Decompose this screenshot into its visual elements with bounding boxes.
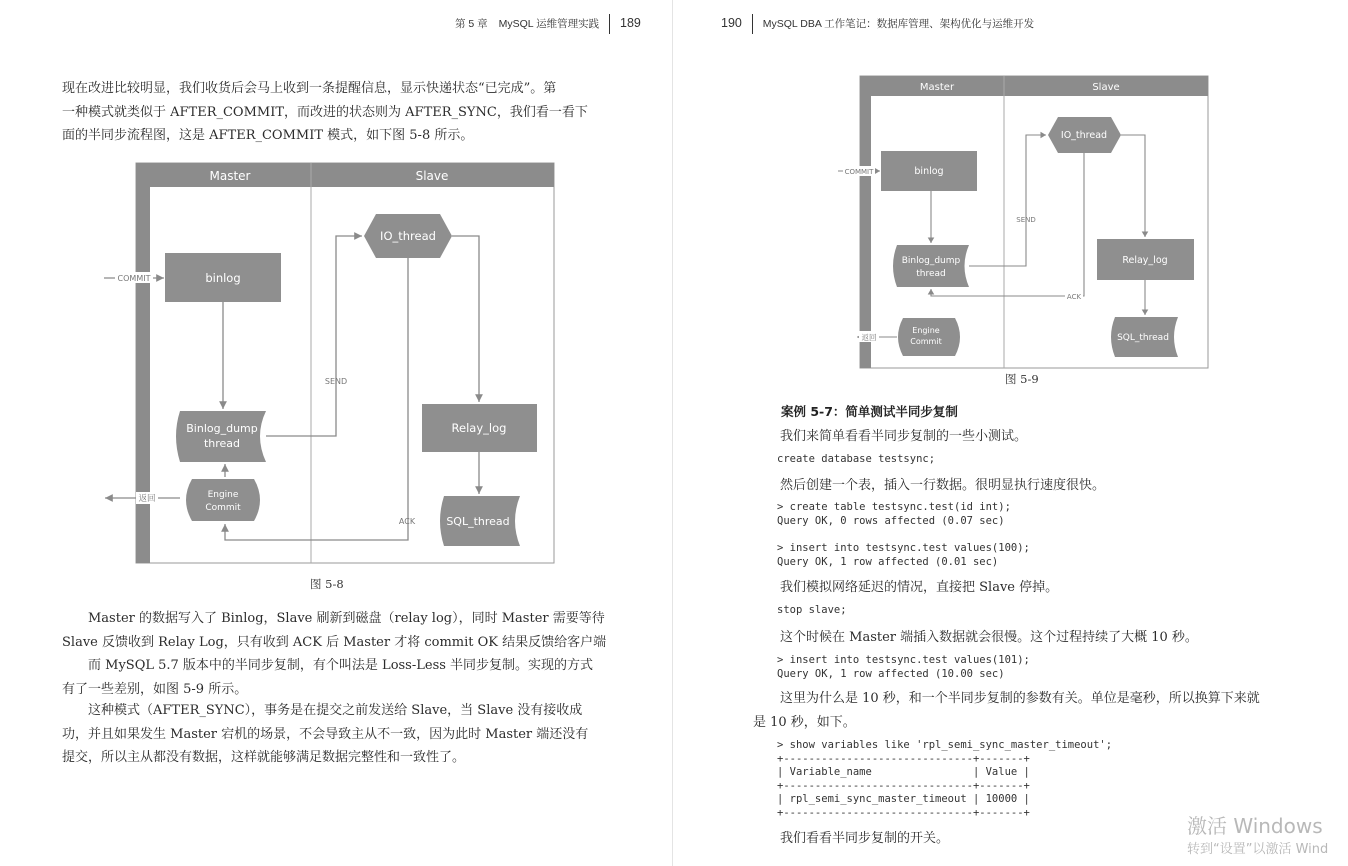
relay-log-label: Relay_log [1122,255,1168,266]
text-line: 这种模式（AFTER_SYNC），事务是在提交之前发送给 Slave，当 Slave 没有接收成 [88,703,583,718]
relay-log-label: Relay_log [451,421,507,435]
header-band [136,163,554,187]
activation-watermark-title: 激活 Windows [1187,814,1323,838]
left-page-header [455,14,641,34]
activation-watermark-subtitle: 转到“设置”以激活 Wind [1187,842,1329,857]
text-line: 这个时候在 Master 端插入数据就会很慢。这个过程持续了大概 10 秒。 [780,630,1198,645]
ack-label: ACK [1066,293,1082,301]
text-line: 面的半同步流程图，这是 AFTER_COMMIT 模式，如下图 5-8 所示。 [62,128,474,143]
binlog-dump-label-1: Binlog_dump [186,422,258,435]
text-line: 一种模式就类似于 AFTER_COMMIT，而改进的状态则为 AFTER_SYNC，我们看一看下 [62,104,588,120]
master-lane-label: Master [209,169,251,183]
header-divider [609,14,610,34]
text-line: 这里为什么是 10 秒，和一个半同步复制的参数有关。单位是毫秒，所以换算下来就 [780,691,1260,706]
engine-label-2: Commit [205,503,241,513]
io-thread-label: IO_thread [380,229,436,243]
code-block: create database testsync; [777,453,936,465]
ack-label: ACK [398,517,416,526]
right-page-header [721,14,1034,34]
text-line: 我们看看半同步复制的开关。 [780,831,950,846]
sql-thread-label: SQL_thread [446,515,510,528]
code-block: > insert into testsync.test values(100); Query OK, 1 row affected (0.01 sec) [777,542,1030,568]
binlog-dump-shape [893,245,969,287]
right-page [672,0,1348,866]
binlog-label: binlog [914,166,944,177]
engine-label-1: Engine [207,490,239,500]
text-line: 有了一些差别，如图 5-9 所示。 [62,681,248,697]
figure-5-8-diagram [100,162,560,567]
left-page [0,0,672,866]
return-label: 返回 [861,333,877,342]
text-line: Master 的数据写入了 Binlog，Slave 刷新到磁盘（relay log），同时 Master 需要等待 [88,611,605,626]
header-divider [752,14,753,34]
text-line: 我们来简单看看半同步复制的一些小测试。 [780,429,1028,444]
binlog-label: binlog [205,271,241,285]
figure-5-9-caption: 图 5-9 [1005,372,1039,386]
chapter-label: 第 5 章 [455,17,488,30]
body-paragraph-2 [62,699,594,770]
page-number: 190 [721,15,742,30]
return-label: 返回 [138,494,156,504]
binlog-dump-label-2: thread [203,437,241,450]
slave-lane-label: Slave [1092,82,1120,93]
text-line: 是 10 秒，如下。 [753,714,856,730]
io-thread-label: IO_thread [1060,130,1108,141]
body-paragraph-1 [62,607,607,701]
text-line-content: 现在改进比较明显，我们收货后会马上收到一条提醒信息，显示快递状态“已完成”。第 [62,81,557,96]
code-block: stop slave; [777,604,847,616]
page-number: 189 [620,15,641,30]
send-label: SEND [324,377,348,386]
send-label: SEND [1016,216,1036,224]
sql-thread-label: SQL_thread [1117,333,1169,343]
code-block: > create table testsync.test(id int); Query OK, 0 rows affected (0.07 sec) [777,501,1011,527]
intro-paragraph [62,77,594,148]
text-line: 功，并且如果发生 Master 宕机的场景，不会导致主从不一致，因为此时 Master 端还没有 [62,726,589,742]
master-lane-label: Master [919,82,955,93]
text-line: 提交，所以主从都没有数据，这样就能够满足数据完整性和一致性了。 [62,750,466,765]
code-block: > insert into testsync.test values(101); Query OK, 1 row affected (10.00 sec) [777,654,1030,680]
swimlane-bar [860,76,871,368]
paragraph [753,687,1283,734]
commit-label: COMMIT [117,274,151,283]
commit-label: COMMIT [844,168,874,176]
engine-commit-shape [186,479,260,521]
figure-5-8-caption: 图 5-8 [310,577,344,591]
book-title: MySQL DBA 工作笔记：数据库管理、架构优化与运维开发 [762,17,1035,30]
code-block: > show variables like 'rpl_semi_sync_master_timeout'; +------------------------------+-------+ | Variable_name | Value | +------------------------------+-------+ | rpl_semi_sync_master_timeout | 10000 | +------------------------------+-------+ [777,739,1113,819]
text-line: 我们模拟网络延迟的情况，直接把 Slave 停掉。 [780,580,1059,595]
text-line: 而 MySQL 5.7 版本中的半同步复制，有个叫法是 Loss-Less 半同步复制。实现的方式 [88,658,594,673]
case-title: 案例 5-7：简单测试半同步复制 [781,404,958,419]
engine-label-2: Commit [910,337,942,346]
chapter-title: MySQL 运维管理实践 [498,17,600,30]
binlog-dump-label-1: Binlog_dump [901,256,961,266]
text-line [62,77,594,101]
engine-label-1: Engine [912,326,940,335]
binlog-dump-label-2: thread [916,269,946,279]
slave-lane-label: Slave [415,169,449,183]
text-line: 然后创建一个表，插入一行数据。很明显执行速度很快。 [780,478,1106,493]
text-line: Slave 反馈收到 Relay Log，只有收到 ACK 后 Master 才将 commit OK 结果反馈给客户端 [62,634,607,650]
header-band [860,76,1208,96]
figure-5-9-diagram [844,74,1213,370]
